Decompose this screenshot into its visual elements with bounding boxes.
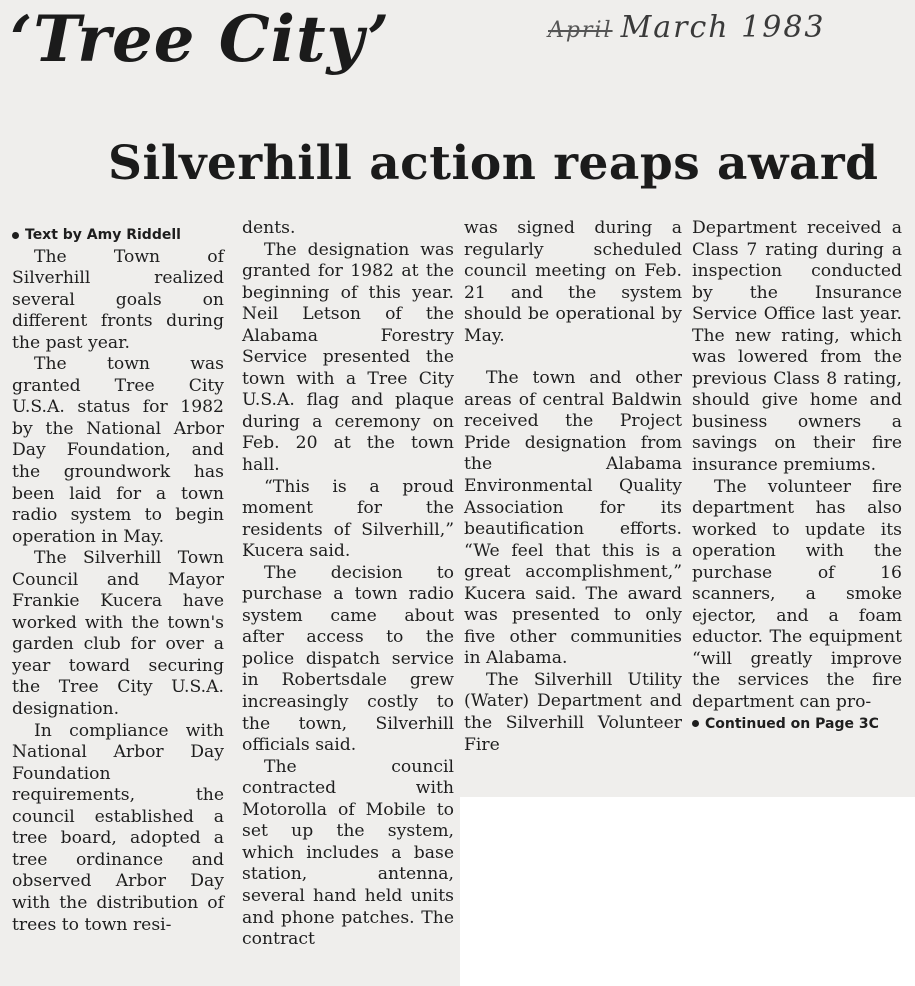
handwritten-date [548, 10, 826, 45]
article-column-3 [464, 218, 682, 756]
paragraph: The town and other areas of central Baldwin received the Project Pride designation from the Alabama Environmental Quality Association for its beautification efforts. “We feel that this is a great accomplishment,” Kucera said. The award was presented to only five other communities in Alabama. [464, 368, 682, 669]
paragraph: Department received a Class 7 rating during a inspection conducted by the Insurance Service Office last year. The new rating, which was lowered from the previous Class 8 rating, should give home and business owners a savings on their fire insurance premiums. [692, 218, 902, 476]
paragraph: The Town of Silverhill realized several goals on different fronts during the past year. [12, 246, 224, 353]
continued-note: Continued on Page 3C [692, 714, 902, 736]
written-date: March 1983 [620, 10, 826, 45]
paragraph: The decision to purchase a town radio system came about after access to the police dispatch service in Robertsdale grew increasingly costly to the town, Silverhill officials said. [242, 562, 454, 756]
paragraph: “This is a proud moment for the residents of Silverhill,” Kucera said. [242, 476, 454, 562]
article-column-4 [692, 218, 902, 735]
paragraph: The volunteer fire department has also worked to update its operation with the purchase of 16 scanners, a smoke ejector, and a foam eductor. The equipment “will greatly improve the services the fire department can pro- [692, 476, 902, 713]
paragraph: The designation was granted for 1982 at the beginning of this year. Neil Letson of the Alabama Forestry Service presented the town with a Tree City U.S.A. flag and plaque during a ceremony on Feb. 20 at the town hall. [242, 239, 454, 476]
article-column-2 [242, 218, 454, 951]
struck-month: April [548, 18, 613, 43]
byline: Text by Amy Riddell [12, 225, 224, 247]
kicker-headline: ‘Tree City’ [10, 2, 391, 77]
paragraph: In compliance with National Arbor Day Foundation requirements, the council established a tree board, adopted a tree ordinance and observed Arbor Day with the distribution of trees to town resi- [12, 720, 224, 935]
headline: Silverhill action reaps award [108, 136, 879, 191]
paragraph: The town was granted Tree City U.S.A. status for 1982 by the National Arbor Day Foundation, and the groundwork has been laid for a town radio system to begin operation in May. [12, 354, 224, 547]
paragraph: was signed during a regularly scheduled council meeting on Feb. 21 and the system should be operational by May. [464, 218, 682, 346]
paragraph: The council contracted with Motorolla of Mobile to set up the system, which includes a base station, antenna, several hand held units and phone patches. The contract [242, 756, 454, 950]
paragraph: dents. [242, 218, 296, 238]
paragraph: The Silverhill Utility (Water) Department and the Silverhill Volunteer Fire [464, 669, 682, 755]
bullet-icon [12, 232, 19, 239]
article-column-1 [12, 225, 224, 936]
paragraph: The Silverhill Town Council and Mayor Frankie Kucera have worked with the town's garden club for over a year toward securing the Tree City U.S.A. designation. [12, 548, 224, 720]
bullet-icon [692, 720, 699, 727]
